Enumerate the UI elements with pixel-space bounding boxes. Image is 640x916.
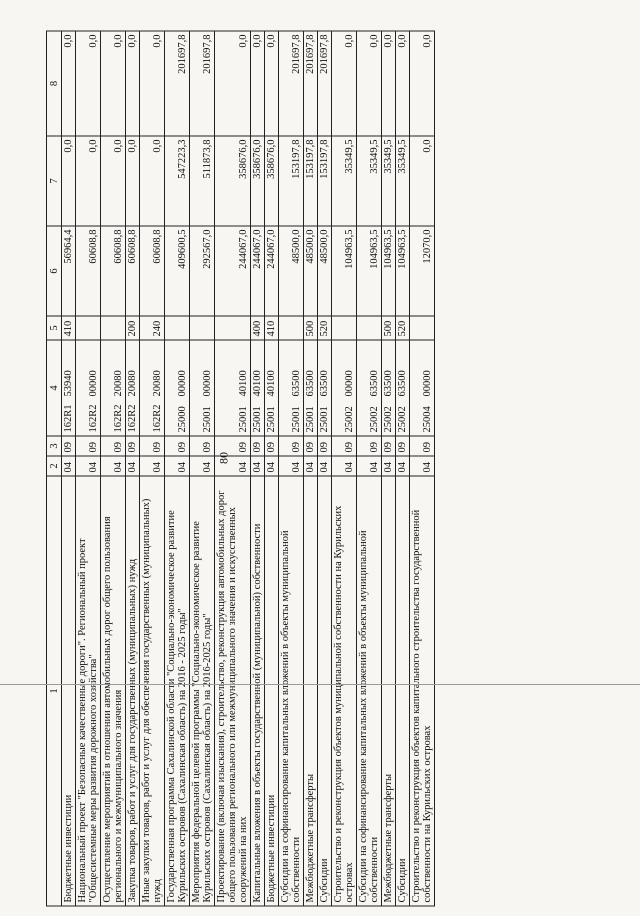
row-target-suffix: 63500 <box>305 370 316 397</box>
row-amount-col6: 12070,0 <box>410 226 435 316</box>
row-target-prefix: 162R2 <box>127 404 138 433</box>
row-target-prefix: 25001 <box>266 406 277 433</box>
row-target-suffix: 20080 <box>113 370 124 397</box>
row-amount-col6: 48500,0 <box>279 226 304 316</box>
row-subsection: 09 <box>215 436 251 456</box>
row-target-suffix: 00000 <box>177 370 188 397</box>
row-subsection: 09 <box>126 436 140 456</box>
table-row <box>332 31 357 906</box>
row-subsection: 09 <box>279 436 304 456</box>
row-section: 04 <box>332 456 357 476</box>
row-target-suffix: 40100 <box>238 370 249 397</box>
row-amount-col8: 0,0 <box>357 31 382 136</box>
row-target-prefix: 25001 <box>252 406 263 433</box>
row-expense-type <box>101 316 126 340</box>
table-row <box>251 31 265 906</box>
row-section: 04 <box>304 456 318 476</box>
row-amount-col6: 244067,0 <box>265 226 279 316</box>
row-target-prefix: 25000 <box>177 406 188 433</box>
row-name: Субсидии <box>318 476 332 906</box>
row-amount-col7: 0,0 <box>126 136 140 226</box>
row-expense-type: 410 <box>265 316 279 340</box>
row-target-article <box>251 340 265 436</box>
row-name: Государственная программа Сахалинской области "Социально-экономическое развитие Курильских островов (Сахалинская область) на 2016 - 2025 годы" <box>165 476 190 906</box>
col-header-4: 4 <box>47 340 62 436</box>
row-section: 04 <box>382 456 396 476</box>
table-row <box>396 31 410 906</box>
row-section: 04 <box>126 456 140 476</box>
row-subsection: 09 <box>304 436 318 456</box>
row-target-article <box>332 340 357 436</box>
col-header-2: 2 <box>47 456 62 476</box>
row-section: 04 <box>265 456 279 476</box>
row-name: Субсидии <box>396 476 410 906</box>
row-section: 04 <box>76 456 101 476</box>
row-subsection: 09 <box>76 436 101 456</box>
row-subsection: 09 <box>251 436 265 456</box>
row-amount-col6: 104963,5 <box>332 226 357 316</box>
row-amount-col8: 0,0 <box>410 31 435 136</box>
row-amount-col6: 56964,4 <box>62 226 76 316</box>
row-target-suffix: 63500 <box>397 370 408 397</box>
row-target-article <box>318 340 332 436</box>
row-target-suffix: 00000 <box>344 370 355 397</box>
row-amount-col6: 60608,8 <box>76 226 101 316</box>
row-name: Межбюджетные трансферты <box>382 476 396 906</box>
row-amount-col7: 358676,0 <box>215 136 251 226</box>
table-row <box>279 31 304 906</box>
row-amount-col6: 60608,8 <box>126 226 140 316</box>
row-target-prefix: 162R2 <box>152 404 163 433</box>
row-amount-col8: 0,0 <box>265 31 279 136</box>
col-header-8: 8 <box>47 31 62 136</box>
row-amount-col8: 0,0 <box>140 31 165 136</box>
row-amount-col7: 358676,0 <box>251 136 265 226</box>
row-section: 04 <box>165 456 190 476</box>
row-target-prefix: 25001 <box>305 406 316 433</box>
rotated-page <box>46 32 586 907</box>
row-expense-type: 410 <box>62 316 76 340</box>
row-target-prefix: 25004 <box>422 406 433 433</box>
row-target-article <box>126 340 140 436</box>
row-amount-col7: 511873,8 <box>190 136 215 226</box>
row-name: Национальный проект "Безопасные качественные дороги". Региональный проект "Общесистемные меры развития дорожного хозяйства" <box>76 476 101 906</box>
row-amount-col7: 35349,5 <box>382 136 396 226</box>
row-expense-type <box>279 316 304 340</box>
row-amount-col7: 153197,8 <box>304 136 318 226</box>
table-row <box>304 31 318 906</box>
row-amount-col7: 0,0 <box>410 136 435 226</box>
row-target-suffix: 00000 <box>88 370 99 397</box>
row-target-article <box>76 340 101 436</box>
row-amount-col7: 35349,5 <box>332 136 357 226</box>
row-name: Строительство и реконструкция объектов капитального строительства государственной собственности на Курильских островах <box>410 476 435 906</box>
row-target-article <box>190 340 215 436</box>
row-target-suffix: 20080 <box>127 370 138 397</box>
col-header-3: 3 <box>47 436 62 456</box>
row-expense-type <box>76 316 101 340</box>
row-target-prefix: 25001 <box>202 406 213 433</box>
row-target-article <box>62 340 76 436</box>
row-amount-col6: 104963,5 <box>396 226 410 316</box>
fold-line <box>0 684 640 685</box>
table-row <box>62 31 76 906</box>
row-target-suffix: 63500 <box>369 370 380 397</box>
row-target-prefix: 162R2 <box>88 404 99 433</box>
row-section: 04 <box>318 456 332 476</box>
row-target-article <box>165 340 190 436</box>
row-subsection: 09 <box>357 436 382 456</box>
row-section: 04 <box>101 456 126 476</box>
row-amount-col6: 48500,0 <box>318 226 332 316</box>
row-amount-col7: 0,0 <box>76 136 101 226</box>
row-amount-col8: 0,0 <box>126 31 140 136</box>
row-subsection: 09 <box>332 436 357 456</box>
row-amount-col8: 0,0 <box>215 31 251 136</box>
row-expense-type: 240 <box>140 316 165 340</box>
row-amount-col8: 201697,8 <box>318 31 332 136</box>
row-name: Проектирование (включая изыскания), строительство, реконструкция автомобильных дорог общего пользования регионального или межмуниципального значения и искусственных сооружений на них <box>215 476 251 906</box>
row-target-prefix: 25001 <box>319 406 330 433</box>
row-subsection: 09 <box>140 436 165 456</box>
col-header-6: 6 <box>47 226 62 316</box>
table-row <box>357 31 382 906</box>
row-subsection: 09 <box>410 436 435 456</box>
col-header-7: 7 <box>47 136 62 226</box>
row-amount-col7: 0,0 <box>62 136 76 226</box>
row-name: Субсидии на софинансирование капитальных вложений в объекты муниципальной собственности <box>279 476 304 906</box>
table-row <box>215 31 251 906</box>
row-target-article <box>304 340 318 436</box>
row-name: Бюджетные инвестиции <box>62 476 76 906</box>
row-target-suffix: 63500 <box>383 370 394 397</box>
row-amount-col7: 358676,0 <box>265 136 279 226</box>
row-amount-col7: 35349,5 <box>357 136 382 226</box>
row-name: Капитальные вложения в объекты государственной (муниципальной) собственности <box>251 476 265 906</box>
row-target-article <box>382 340 396 436</box>
row-amount-col6: 60608,8 <box>101 226 126 316</box>
row-subsection: 09 <box>396 436 410 456</box>
table-row <box>165 31 190 906</box>
row-amount-col6: 104963,5 <box>382 226 396 316</box>
row-section: 04 <box>396 456 410 476</box>
row-amount-col7: 0,0 <box>101 136 126 226</box>
table-row <box>190 31 215 906</box>
row-amount-col6: 292567,0 <box>190 226 215 316</box>
row-target-article <box>101 340 126 436</box>
row-target-prefix: 25001 <box>291 406 302 433</box>
row-name: Бюджетные инвестиции <box>265 476 279 906</box>
row-section: 04 <box>357 456 382 476</box>
row-name: Осуществление мероприятий в отношении автомобильных дорог общего пользования регионального и межмуниципального значения <box>101 476 126 906</box>
row-section: 04 <box>410 456 435 476</box>
row-subsection: 09 <box>382 436 396 456</box>
row-amount-col7: 153197,8 <box>279 136 304 226</box>
table-row <box>265 31 279 906</box>
row-name: Закупка товаров, работ и услуг для государственных (муниципальных) нужд <box>126 476 140 906</box>
row-expense-type <box>215 316 251 340</box>
row-expense-type <box>332 316 357 340</box>
row-expense-type: 520 <box>396 316 410 340</box>
row-amount-col8: 201697,8 <box>279 31 304 136</box>
row-subsection: 09 <box>165 436 190 456</box>
row-target-article <box>410 340 435 436</box>
row-expense-type: 200 <box>126 316 140 340</box>
row-name: Мероприятия федеральной целевой программы "Социально-экономическое развитие Курильских островов (Сахалинская область) на 2016-2025 годы" <box>190 476 215 906</box>
row-target-suffix: 40100 <box>266 370 277 397</box>
row-target-suffix: 63500 <box>319 370 330 397</box>
row-target-prefix: 162R2 <box>113 404 124 433</box>
row-amount-col7: 35349,5 <box>396 136 410 226</box>
budget-table <box>46 31 435 907</box>
row-name: Иные закупки товаров, работ и услуг для обеспечения государственных (муниципальных) нужд <box>140 476 165 906</box>
row-target-article <box>396 340 410 436</box>
row-expense-type: 520 <box>318 316 332 340</box>
row-amount-col8: 0,0 <box>101 31 126 136</box>
row-amount-col8: 0,0 <box>396 31 410 136</box>
row-target-suffix: 63500 <box>291 370 302 397</box>
table-row <box>126 31 140 906</box>
row-section: 04 <box>251 456 265 476</box>
col-header-5: 5 <box>47 316 62 340</box>
col-header-1: 1 <box>47 476 62 906</box>
table-row <box>410 31 435 906</box>
row-amount-col8: 201697,8 <box>190 31 215 136</box>
row-expense-type <box>357 316 382 340</box>
row-amount-col6: 244067,0 <box>215 226 251 316</box>
row-name: Субсидии на софинансирование капитальных вложений в объекты муниципальной собственности <box>357 476 382 906</box>
row-target-prefix: 25002 <box>383 406 394 433</box>
row-expense-type: 500 <box>304 316 318 340</box>
row-amount-col6: 60608,8 <box>140 226 165 316</box>
row-target-prefix: 25002 <box>369 406 380 433</box>
row-amount-col7: 153197,8 <box>318 136 332 226</box>
row-amount-col8: 0,0 <box>76 31 101 136</box>
row-target-suffix: 53940 <box>63 370 74 397</box>
row-section: 04 <box>62 456 76 476</box>
row-target-suffix: 40100 <box>252 370 263 397</box>
row-target-prefix: 25001 <box>238 406 249 433</box>
row-amount-col6: 48500,0 <box>304 226 318 316</box>
table-row <box>101 31 126 906</box>
row-subsection: 09 <box>318 436 332 456</box>
row-amount-col8: 201697,8 <box>304 31 318 136</box>
row-target-article <box>279 340 304 436</box>
table-row <box>76 31 101 906</box>
row-expense-type <box>410 316 435 340</box>
row-amount-col8: 0,0 <box>382 31 396 136</box>
row-subsection: 09 <box>265 436 279 456</box>
row-target-suffix: 00000 <box>422 370 433 397</box>
row-subsection: 09 <box>101 436 126 456</box>
row-amount-col7: 0,0 <box>140 136 165 226</box>
row-amount-col7: 547223,3 <box>165 136 190 226</box>
header-row <box>47 31 62 906</box>
row-amount-col6: 244067,0 <box>251 226 265 316</box>
row-subsection: 09 <box>190 436 215 456</box>
row-amount-col6: 409600,5 <box>165 226 190 316</box>
row-section: 04 <box>215 456 251 476</box>
page-number: 80 <box>216 452 231 464</box>
row-section: 04 <box>190 456 215 476</box>
row-name: Строительство и реконструкция объектов муниципальной собственности на Курильских островах <box>332 476 357 906</box>
row-target-article <box>265 340 279 436</box>
row-amount-col8: 0,0 <box>62 31 76 136</box>
row-target-suffix: 00000 <box>202 370 213 397</box>
row-target-prefix: 25002 <box>397 406 408 433</box>
row-target-prefix: 162R1 <box>63 404 74 433</box>
row-target-prefix: 25002 <box>344 406 355 433</box>
row-expense-type: 500 <box>382 316 396 340</box>
row-target-article <box>140 340 165 436</box>
row-expense-type: 400 <box>251 316 265 340</box>
row-section: 04 <box>140 456 165 476</box>
row-target-article <box>357 340 382 436</box>
row-amount-col6: 104963,5 <box>357 226 382 316</box>
row-amount-col8: 0,0 <box>332 31 357 136</box>
row-target-article <box>215 340 251 436</box>
row-expense-type <box>165 316 190 340</box>
row-amount-col8: 201697,8 <box>165 31 190 136</box>
table-row <box>318 31 332 906</box>
row-name: Межбюджетные трансферты <box>304 476 318 906</box>
row-amount-col8: 0,0 <box>251 31 265 136</box>
row-subsection: 09 <box>62 436 76 456</box>
row-section: 04 <box>279 456 304 476</box>
row-expense-type <box>190 316 215 340</box>
row-target-suffix: 20080 <box>152 370 163 397</box>
table-row <box>382 31 396 906</box>
table-row <box>140 31 165 906</box>
